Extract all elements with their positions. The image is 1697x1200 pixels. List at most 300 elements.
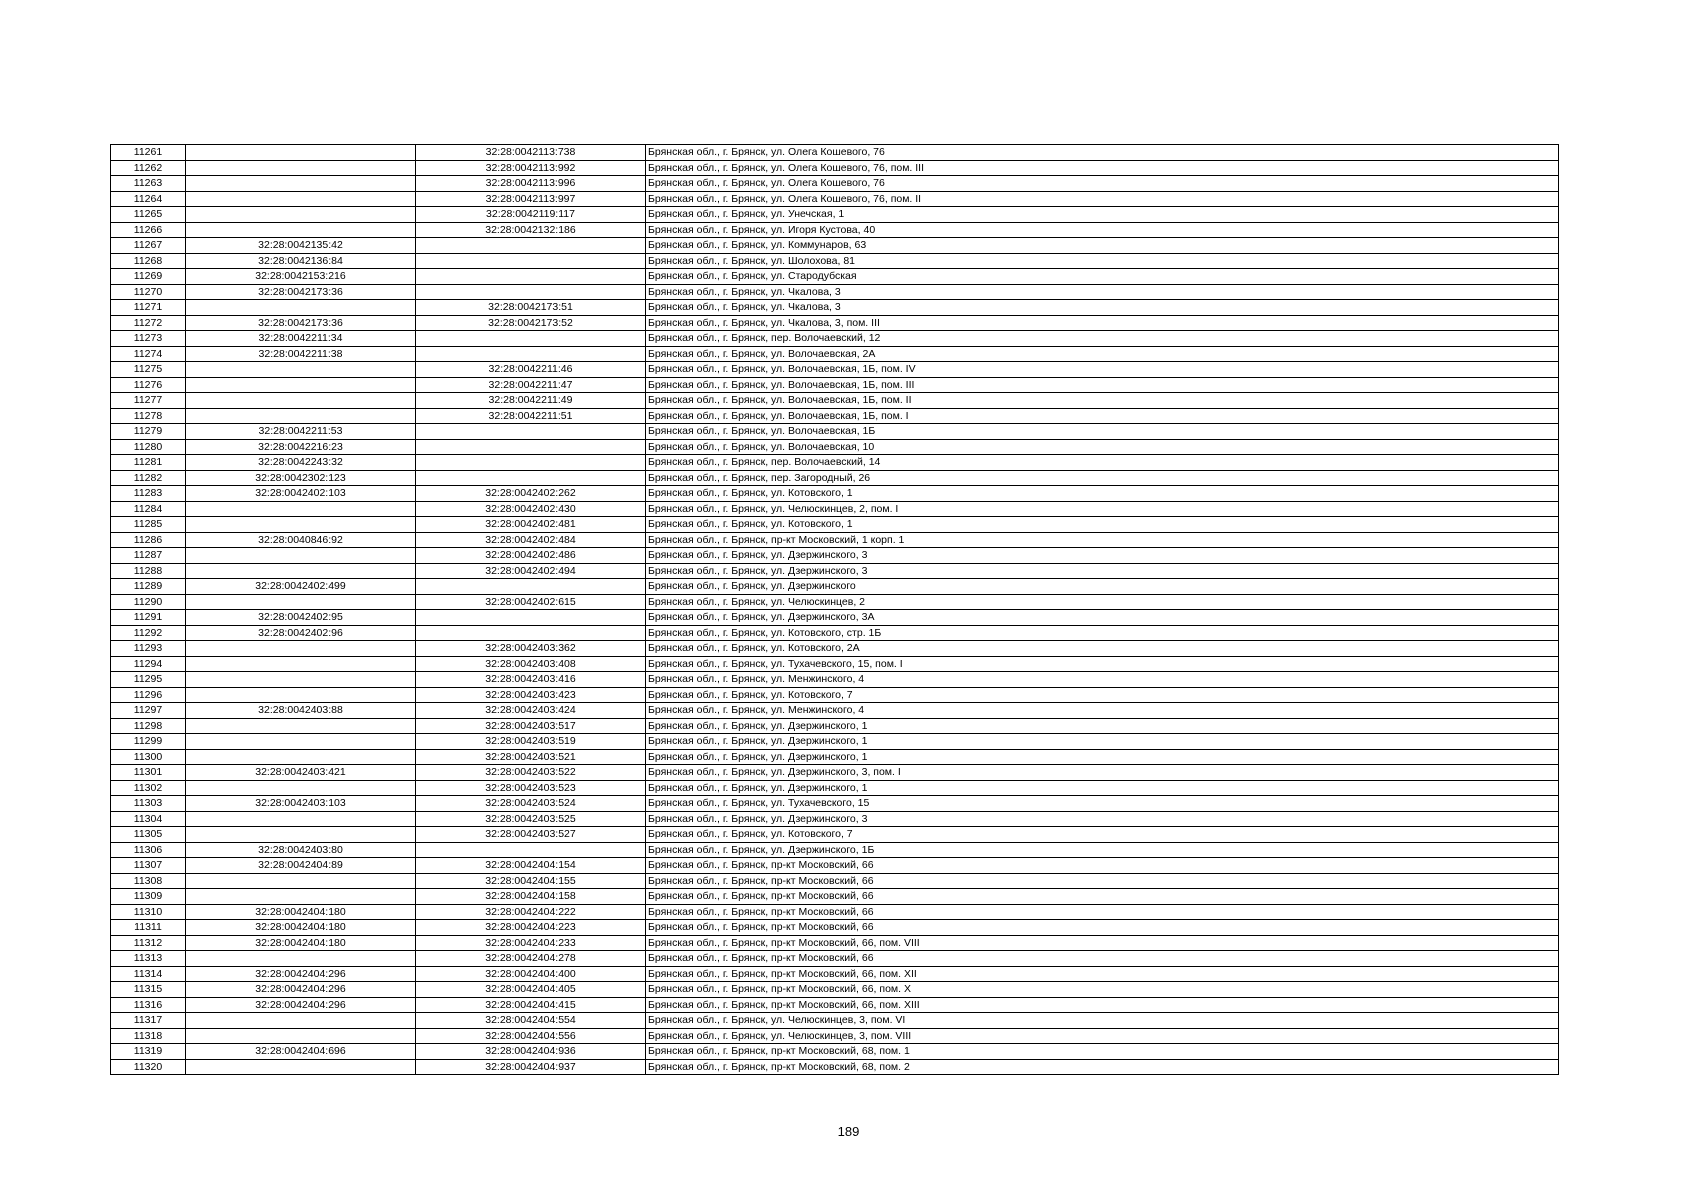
land-parcel-cell: 32:28:0042243:32: [186, 455, 416, 471]
table-row: [111, 269, 1559, 285]
land-parcel-cell: [186, 811, 416, 827]
land-parcel-cell: 32:28:0042403:103: [186, 796, 416, 812]
table-row: [111, 811, 1559, 827]
address-cell: Брянская обл., г. Брянск, ул. Челюскинцев, 2: [646, 594, 1559, 610]
row-number-cell: 11298: [111, 718, 186, 734]
row-number-cell: 11308: [111, 873, 186, 889]
land-parcel-cell: [186, 160, 416, 176]
address-cell: Брянская обл., г. Брянск, ул. Дзержинского, 3А: [646, 610, 1559, 626]
table-row: [111, 362, 1559, 378]
object-number-cell: 32:28:0042403:519: [416, 734, 646, 750]
object-number-cell: [416, 269, 646, 285]
table-row: [111, 455, 1559, 471]
row-number-cell: 11313: [111, 951, 186, 967]
row-number-cell: 11268: [111, 253, 186, 269]
address-cell: Брянская обл., г. Брянск, пр-кт Московский, 66: [646, 889, 1559, 905]
row-number-cell: 11273: [111, 331, 186, 347]
address-cell: Брянская обл., г. Брянск, ул. Волочаевская, 1Б, пом. III: [646, 377, 1559, 393]
table-row: [111, 687, 1559, 703]
object-number-cell: [416, 625, 646, 641]
row-number-cell: 11286: [111, 532, 186, 548]
object-number-cell: 32:28:0042211:51: [416, 408, 646, 424]
address-cell: Брянская обл., г. Брянск, ул. Олега Кошевого, 76, пом. III: [646, 160, 1559, 176]
row-number-cell: 11303: [111, 796, 186, 812]
address-cell: Брянская обл., г. Брянск, ул. Чкалова, 3: [646, 300, 1559, 316]
object-number-cell: [416, 842, 646, 858]
table-row: [111, 827, 1559, 843]
address-cell: Брянская обл., г. Брянск, пер. Волочаевский, 14: [646, 455, 1559, 471]
address-cell: Брянская обл., г. Брянск, ул. Шолохова, 81: [646, 253, 1559, 269]
address-cell: Брянская обл., г. Брянск, пр-кт Московский, 66: [646, 920, 1559, 936]
table-row: [111, 1059, 1559, 1075]
object-number-cell: 32:28:0042404:155: [416, 873, 646, 889]
table-row: [111, 160, 1559, 176]
table-row: [111, 579, 1559, 595]
land-parcel-cell: [186, 222, 416, 238]
row-number-cell: 11270: [111, 284, 186, 300]
object-number-cell: [416, 610, 646, 626]
object-number-cell: 32:28:0042113:738: [416, 145, 646, 161]
row-number-cell: 11283: [111, 486, 186, 502]
land-parcel-cell: [186, 145, 416, 161]
land-parcel-cell: [186, 191, 416, 207]
land-parcel-cell: 32:28:0042404:180: [186, 920, 416, 936]
land-parcel-cell: [186, 408, 416, 424]
address-cell: Брянская обл., г. Брянск, пр-кт Московский, 1 корп. 1: [646, 532, 1559, 548]
address-cell: Брянская обл., г. Брянск, пр-кт Московский, 66: [646, 951, 1559, 967]
table-row: [111, 517, 1559, 533]
land-parcel-cell: 32:28:0042404:296: [186, 997, 416, 1013]
row-number-cell: 11299: [111, 734, 186, 750]
address-cell: Брянская обл., г. Брянск, ул. Котовского, 7: [646, 827, 1559, 843]
table-row: [111, 641, 1559, 657]
row-number-cell: 11272: [111, 315, 186, 331]
table-row: [111, 873, 1559, 889]
row-number-cell: 11293: [111, 641, 186, 657]
object-number-cell: 32:28:0042211:46: [416, 362, 646, 378]
row-number-cell: 11269: [111, 269, 186, 285]
row-number-cell: 11302: [111, 780, 186, 796]
object-number-cell: [416, 284, 646, 300]
address-cell: Брянская обл., г. Брянск, ул. Челюскинцев, 3, пом. VI: [646, 1013, 1559, 1029]
row-number-cell: 11311: [111, 920, 186, 936]
land-parcel-cell: 32:28:0042404:180: [186, 935, 416, 951]
row-number-cell: 11271: [111, 300, 186, 316]
object-number-cell: 32:28:0042404:556: [416, 1028, 646, 1044]
address-cell: Брянская обл., г. Брянск, пр-кт Московский, 66: [646, 858, 1559, 874]
table-row: [111, 997, 1559, 1013]
object-number-cell: 32:28:0042404:154: [416, 858, 646, 874]
object-number-cell: 32:28:0042402:486: [416, 548, 646, 564]
object-number-cell: 32:28:0042132:186: [416, 222, 646, 238]
land-parcel-cell: [186, 563, 416, 579]
table-row: [111, 951, 1559, 967]
row-number-cell: 11285: [111, 517, 186, 533]
object-number-cell: 32:28:0042404:223: [416, 920, 646, 936]
table-row: [111, 625, 1559, 641]
object-number-cell: 32:28:0042404:554: [416, 1013, 646, 1029]
land-parcel-cell: [186, 889, 416, 905]
address-cell: Брянская обл., г. Брянск, ул. Дзержинского, 3: [646, 548, 1559, 564]
row-number-cell: 11275: [111, 362, 186, 378]
address-cell: Брянская обл., г. Брянск, пер. Загородный, 26: [646, 470, 1559, 486]
table-row: [111, 501, 1559, 517]
row-number-cell: 11307: [111, 858, 186, 874]
table-row: [111, 222, 1559, 238]
row-number-cell: 11262: [111, 160, 186, 176]
object-number-cell: 32:28:0042403:517: [416, 718, 646, 734]
address-cell: Брянская обл., г. Брянск, пр-кт Московский, 66: [646, 904, 1559, 920]
table-row: [111, 300, 1559, 316]
object-number-cell: [416, 346, 646, 362]
table-row: [111, 780, 1559, 796]
row-number-cell: 11288: [111, 563, 186, 579]
table-row: [111, 656, 1559, 672]
row-number-cell: 11305: [111, 827, 186, 843]
row-number-cell: 11309: [111, 889, 186, 905]
page-number: 189: [837, 1124, 860, 1139]
address-cell: Брянская обл., г. Брянск, ул. Дзержинского, 1: [646, 780, 1559, 796]
land-parcel-cell: 32:28:0042173:36: [186, 284, 416, 300]
land-parcel-cell: 32:28:0042135:42: [186, 238, 416, 254]
land-parcel-cell: [186, 951, 416, 967]
address-cell: Брянская обл., г. Брянск, ул. Челюскинцев, 3, пом. VIII: [646, 1028, 1559, 1044]
table-row: [111, 145, 1559, 161]
row-number-cell: 11314: [111, 966, 186, 982]
object-number-cell: 32:28:0042403:408: [416, 656, 646, 672]
object-number-cell: 32:28:0042403:416: [416, 672, 646, 688]
land-parcel-cell: 32:28:0042402:95: [186, 610, 416, 626]
row-number-cell: 11318: [111, 1028, 186, 1044]
object-number-cell: [416, 331, 646, 347]
object-number-cell: 32:28:0042402:430: [416, 501, 646, 517]
address-cell: Брянская обл., г. Брянск, ул. Олега Кошевого, 76: [646, 176, 1559, 192]
land-parcel-cell: [186, 656, 416, 672]
address-cell: Брянская обл., г. Брянск, ул. Волочаевская, 1Б, пом. IV: [646, 362, 1559, 378]
table-row: [111, 207, 1559, 223]
row-number-cell: 11296: [111, 687, 186, 703]
row-number-cell: 11277: [111, 393, 186, 409]
land-parcel-cell: 32:28:0042211:38: [186, 346, 416, 362]
address-cell: Брянская обл., г. Брянск, пер. Волочаевский, 12: [646, 331, 1559, 347]
row-number-cell: 11264: [111, 191, 186, 207]
row-number-cell: 11312: [111, 935, 186, 951]
land-parcel-cell: 32:28:0040846:92: [186, 532, 416, 548]
land-parcel-cell: [186, 393, 416, 409]
land-parcel-cell: [186, 873, 416, 889]
object-number-cell: 32:28:0042402:481: [416, 517, 646, 533]
object-number-cell: [416, 439, 646, 455]
row-number-cell: 11274: [111, 346, 186, 362]
address-cell: Брянская обл., г. Брянск, пр-кт Московский, 66: [646, 873, 1559, 889]
table-row: [111, 393, 1559, 409]
object-number-cell: 32:28:0042211:47: [416, 377, 646, 393]
table-row: [111, 749, 1559, 765]
object-number-cell: 32:28:0042404:405: [416, 982, 646, 998]
address-cell: Брянская обл., г. Брянск, ул. Волочаевская, 1Б, пом. I: [646, 408, 1559, 424]
row-number-cell: 11289: [111, 579, 186, 595]
address-cell: Брянская обл., г. Брянск, пр-кт Московский, 68, пом. 2: [646, 1059, 1559, 1075]
row-number-cell: 11266: [111, 222, 186, 238]
land-parcel-cell: 32:28:0042153:216: [186, 269, 416, 285]
table-row: [111, 1028, 1559, 1044]
row-number-cell: 11284: [111, 501, 186, 517]
land-parcel-cell: [186, 377, 416, 393]
row-number-cell: 11282: [111, 470, 186, 486]
table-row: [111, 284, 1559, 300]
land-parcel-cell: [186, 362, 416, 378]
table-row: [111, 904, 1559, 920]
land-parcel-cell: 32:28:0042302:123: [186, 470, 416, 486]
row-number-cell: 11316: [111, 997, 186, 1013]
object-number-cell: [416, 455, 646, 471]
row-number-cell: 11280: [111, 439, 186, 455]
address-cell: Брянская обл., г. Брянск, ул. Волочаевская, 1Б: [646, 424, 1559, 440]
table-row: [111, 703, 1559, 719]
object-number-cell: 32:28:0042404:158: [416, 889, 646, 905]
row-number-cell: 11278: [111, 408, 186, 424]
row-number-cell: 11291: [111, 610, 186, 626]
row-number-cell: 11281: [111, 455, 186, 471]
land-parcel-cell: [186, 517, 416, 533]
object-number-cell: 32:28:0042403:424: [416, 703, 646, 719]
land-parcel-cell: 32:28:0042403:88: [186, 703, 416, 719]
address-cell: Брянская обл., г. Брянск, ул. Волочаевская, 2А: [646, 346, 1559, 362]
land-parcel-cell: [186, 176, 416, 192]
address-cell: Брянская обл., г. Брянск, ул. Дзержинского, 3: [646, 811, 1559, 827]
address-cell: Брянская обл., г. Брянск, ул. Олега Кошевого, 76, пом. II: [646, 191, 1559, 207]
table-row: [111, 346, 1559, 362]
land-parcel-cell: [186, 780, 416, 796]
address-cell: Брянская обл., г. Брянск, ул. Дзержинского, 1: [646, 734, 1559, 750]
land-parcel-cell: 32:28:0042402:499: [186, 579, 416, 595]
table-row: [111, 734, 1559, 750]
row-number-cell: 11317: [111, 1013, 186, 1029]
row-number-cell: 11319: [111, 1044, 186, 1060]
address-cell: Брянская обл., г. Брянск, ул. Тухачевского, 15, пом. I: [646, 656, 1559, 672]
land-parcel-cell: 32:28:0042136:84: [186, 253, 416, 269]
table-row: [111, 858, 1559, 874]
object-number-cell: 32:28:0042113:997: [416, 191, 646, 207]
land-parcel-cell: 32:28:0042404:180: [186, 904, 416, 920]
land-parcel-cell: 32:28:0042402:96: [186, 625, 416, 641]
object-number-cell: 32:28:0042403:521: [416, 749, 646, 765]
object-number-cell: 32:28:0042404:233: [416, 935, 646, 951]
object-number-cell: 32:28:0042211:49: [416, 393, 646, 409]
table-row: [111, 424, 1559, 440]
object-number-cell: [416, 238, 646, 254]
object-number-cell: 32:28:0042404:937: [416, 1059, 646, 1075]
row-number-cell: 11304: [111, 811, 186, 827]
object-number-cell: 32:28:0042402:494: [416, 563, 646, 579]
row-number-cell: 11320: [111, 1059, 186, 1075]
table-row: [111, 238, 1559, 254]
address-cell: Брянская обл., г. Брянск, ул. Менжинского, 4: [646, 672, 1559, 688]
address-cell: Брянская обл., г. Брянск, пр-кт Московский, 66, пом. VIII: [646, 935, 1559, 951]
land-parcel-cell: 32:28:0042403:80: [186, 842, 416, 858]
object-number-cell: 32:28:0042403:522: [416, 765, 646, 781]
land-parcel-cell: [186, 749, 416, 765]
table-row: [111, 253, 1559, 269]
object-number-cell: [416, 424, 646, 440]
object-number-cell: 32:28:0042402:484: [416, 532, 646, 548]
table-row: [111, 765, 1559, 781]
object-number-cell: 32:28:0042173:51: [416, 300, 646, 316]
row-number-cell: 11287: [111, 548, 186, 564]
land-parcel-cell: 32:28:0042211:53: [186, 424, 416, 440]
table-row: [111, 331, 1559, 347]
land-parcel-cell: [186, 734, 416, 750]
land-parcel-cell: [186, 1013, 416, 1029]
address-cell: Брянская обл., г. Брянск, пр-кт Московский, 66, пом. XII: [646, 966, 1559, 982]
row-number-cell: 11294: [111, 656, 186, 672]
table-row: [111, 563, 1559, 579]
address-cell: Брянская обл., г. Брянск, ул. Дзержинского, 1: [646, 749, 1559, 765]
land-parcel-cell: [186, 501, 416, 517]
land-parcel-cell: 32:28:0042216:23: [186, 439, 416, 455]
land-parcel-cell: 32:28:0042173:36: [186, 315, 416, 331]
table-body: [111, 145, 1559, 1075]
land-parcel-cell: [186, 718, 416, 734]
table-row: [111, 548, 1559, 564]
address-cell: Брянская обл., г. Брянск, ул. Волочаевская, 1Б, пом. II: [646, 393, 1559, 409]
land-parcel-cell: [186, 300, 416, 316]
object-number-cell: 32:28:0042173:52: [416, 315, 646, 331]
row-number-cell: 11261: [111, 145, 186, 161]
row-number-cell: 11263: [111, 176, 186, 192]
table-row: [111, 1044, 1559, 1060]
row-number-cell: 11300: [111, 749, 186, 765]
address-cell: Брянская обл., г. Брянск, ул. Котовского, 1: [646, 517, 1559, 533]
address-cell: Брянская обл., г. Брянск, пр-кт Московский, 68, пом. 1: [646, 1044, 1559, 1060]
table-row: [111, 470, 1559, 486]
row-number-cell: 11310: [111, 904, 186, 920]
address-cell: Брянская обл., г. Брянск, ул. Котовского, 2А: [646, 641, 1559, 657]
address-cell: Брянская обл., г. Брянск, ул. Челюскинцев, 2, пом. I: [646, 501, 1559, 517]
address-cell: Брянская обл., г. Брянск, пр-кт Московский, 66, пом. X: [646, 982, 1559, 998]
land-parcel-cell: 32:28:0042403:421: [186, 765, 416, 781]
table-row: [111, 889, 1559, 905]
land-parcel-cell: [186, 1028, 416, 1044]
object-number-cell: [416, 253, 646, 269]
address-cell: Брянская обл., г. Брянск, ул. Волочаевская, 10: [646, 439, 1559, 455]
row-number-cell: 11265: [111, 207, 186, 223]
address-cell: Брянская обл., г. Брянск, ул. Дзержинского, 1: [646, 718, 1559, 734]
address-cell: Брянская обл., г. Брянск, ул. Игоря Кустова, 40: [646, 222, 1559, 238]
row-number-cell: 11267: [111, 238, 186, 254]
table-row: [111, 191, 1559, 207]
land-parcel-cell: [186, 827, 416, 843]
land-parcel-cell: [186, 1059, 416, 1075]
table-row: [111, 982, 1559, 998]
row-number-cell: 11301: [111, 765, 186, 781]
object-number-cell: 32:28:0042404:415: [416, 997, 646, 1013]
row-number-cell: 11297: [111, 703, 186, 719]
table-row: [111, 408, 1559, 424]
row-number-cell: 11279: [111, 424, 186, 440]
land-parcel-cell: [186, 641, 416, 657]
address-cell: Брянская обл., г. Брянск, ул. Тухачевского, 15: [646, 796, 1559, 812]
land-parcel-cell: [186, 548, 416, 564]
table-row: [111, 532, 1559, 548]
address-cell: Брянская обл., г. Брянск, ул. Котовского, 1: [646, 486, 1559, 502]
table-row: [111, 610, 1559, 626]
object-number-cell: 32:28:0042403:527: [416, 827, 646, 843]
land-parcel-cell: [186, 594, 416, 610]
table-row: [111, 176, 1559, 192]
table-row: [111, 718, 1559, 734]
address-cell: Брянская обл., г. Брянск, пр-кт Московский, 66, пом. XIII: [646, 997, 1559, 1013]
table-row: [111, 486, 1559, 502]
table-row: [111, 315, 1559, 331]
table-row: [111, 377, 1559, 393]
table-row: [111, 796, 1559, 812]
row-number-cell: 11306: [111, 842, 186, 858]
object-number-cell: 32:28:0042113:996: [416, 176, 646, 192]
object-number-cell: 32:28:0042404:400: [416, 966, 646, 982]
address-cell: Брянская обл., г. Брянск, ул. Олега Кошевого, 76: [646, 145, 1559, 161]
address-cell: Брянская обл., г. Брянск, ул. Дзержинского: [646, 579, 1559, 595]
table-row: [111, 935, 1559, 951]
table-row: [111, 966, 1559, 982]
object-number-cell: 32:28:0042113:992: [416, 160, 646, 176]
object-number-cell: 32:28:0042403:523: [416, 780, 646, 796]
row-number-cell: 11276: [111, 377, 186, 393]
address-cell: Брянская обл., г. Брянск, ул. Дзержинского, 1Б: [646, 842, 1559, 858]
address-cell: Брянская обл., г. Брянск, ул. Унечская, 1: [646, 207, 1559, 223]
address-cell: Брянская обл., г. Брянск, ул. Котовского, стр. 1Б: [646, 625, 1559, 641]
object-number-cell: 32:28:0042119:117: [416, 207, 646, 223]
object-number-cell: 32:28:0042404:936: [416, 1044, 646, 1060]
data-table: [110, 144, 1559, 1075]
table-row: [111, 1013, 1559, 1029]
address-cell: Брянская обл., г. Брянск, ул. Чкалова, 3: [646, 284, 1559, 300]
land-parcel-cell: [186, 207, 416, 223]
object-number-cell: [416, 579, 646, 595]
row-number-cell: 11290: [111, 594, 186, 610]
address-cell: Брянская обл., г. Брянск, ул. Чкалова, 3, пом. III: [646, 315, 1559, 331]
object-number-cell: [416, 470, 646, 486]
address-cell: Брянская обл., г. Брянск, ул. Стародубская: [646, 269, 1559, 285]
object-number-cell: 32:28:0042402:262: [416, 486, 646, 502]
land-parcel-cell: 32:28:0042404:296: [186, 966, 416, 982]
land-parcel-cell: [186, 672, 416, 688]
object-number-cell: 32:28:0042403:423: [416, 687, 646, 703]
row-number-cell: 11292: [111, 625, 186, 641]
address-cell: Брянская обл., г. Брянск, ул. Котовского, 7: [646, 687, 1559, 703]
address-cell: Брянская обл., г. Брянск, ул. Коммунаров, 63: [646, 238, 1559, 254]
land-parcel-cell: 32:28:0042402:103: [186, 486, 416, 502]
object-number-cell: 32:28:0042404:222: [416, 904, 646, 920]
object-number-cell: 32:28:0042403:525: [416, 811, 646, 827]
address-cell: Брянская обл., г. Брянск, ул. Дзержинского, 3: [646, 563, 1559, 579]
table-row: [111, 842, 1559, 858]
row-number-cell: 11315: [111, 982, 186, 998]
table-row: [111, 594, 1559, 610]
object-number-cell: 32:28:0042402:615: [416, 594, 646, 610]
object-number-cell: 32:28:0042403:362: [416, 641, 646, 657]
object-number-cell: 32:28:0042404:278: [416, 951, 646, 967]
address-cell: Брянская обл., г. Брянск, ул. Менжинского, 4: [646, 703, 1559, 719]
row-number-cell: 11295: [111, 672, 186, 688]
land-parcel-cell: 32:28:0042404:89: [186, 858, 416, 874]
table-row: [111, 672, 1559, 688]
object-number-cell: 32:28:0042403:524: [416, 796, 646, 812]
table-row: [111, 920, 1559, 936]
land-parcel-cell: 32:28:0042404:296: [186, 982, 416, 998]
address-cell: Брянская обл., г. Брянск, ул. Дзержинского, 3, пом. I: [646, 765, 1559, 781]
land-parcel-cell: 32:28:0042211:34: [186, 331, 416, 347]
